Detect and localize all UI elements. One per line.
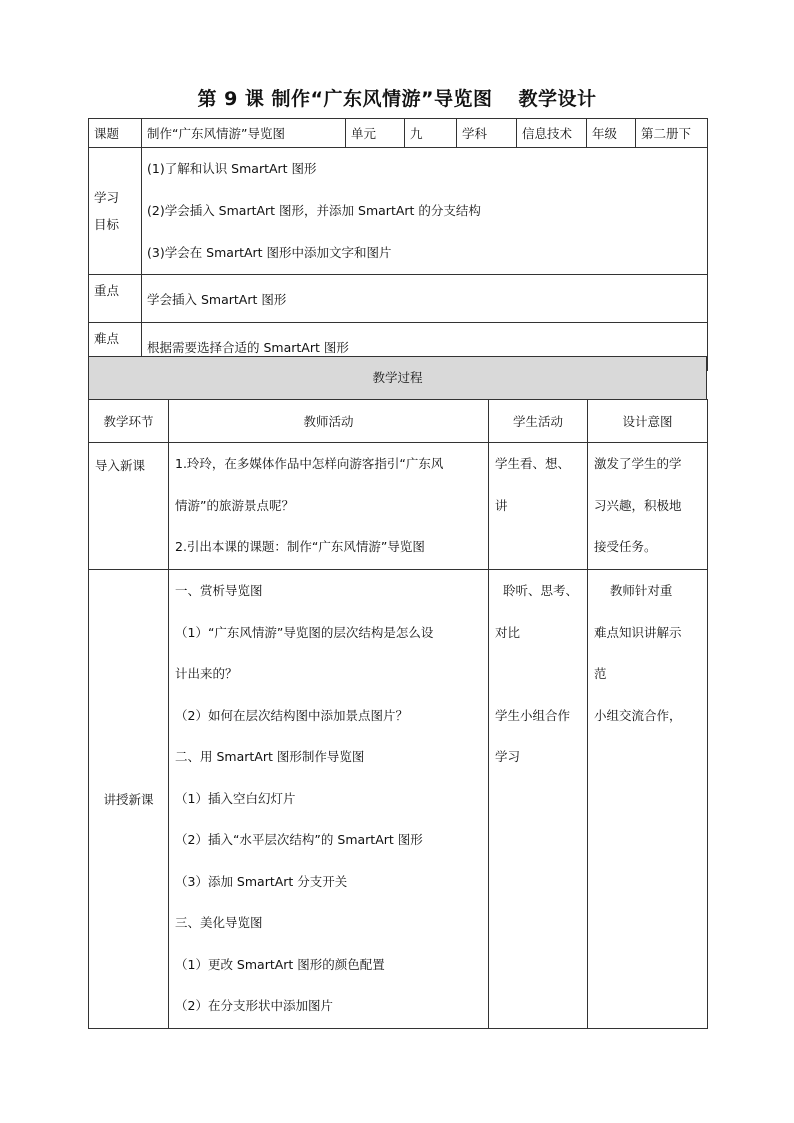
process-title: 教学过程 <box>88 356 707 400</box>
header-student: 学生活动 <box>489 400 588 443</box>
teacher-line: 2.引出本课的课题：制作“广东风情游”导览图 <box>175 539 425 554</box>
teacher-activity <box>169 443 489 570</box>
stage-row-intro <box>89 443 708 570</box>
header-stage: 教学环节 <box>89 400 169 443</box>
document-title <box>0 84 794 111</box>
student-spacer <box>495 653 581 695</box>
subject-value: 信息技术 <box>517 119 587 148</box>
goal-item: (2)学会插入 SmartArt 图形，并添加 SmartArt 的分支结构 <box>147 203 481 218</box>
unit-label: 单元 <box>346 119 405 148</box>
info-row <box>89 119 708 148</box>
teacher-line: （3）添加 SmartArt 分支开关 <box>175 873 348 889</box>
teacher-line: 计出来的？ <box>175 666 238 681</box>
teacher-line: （1）插入空白幻灯片 <box>175 790 296 806</box>
header-intent: 设计意图 <box>588 400 708 443</box>
teacher-line: 情游”的旅游景点呢？ <box>175 497 294 513</box>
topic-value: 制作“广东风情游”导览图 <box>142 119 346 148</box>
stage-row-new <box>89 570 708 1029</box>
topic-label: 课题 <box>89 119 142 148</box>
student-line: 聆听、思考、 <box>495 583 578 598</box>
difficulty-label: 难点 <box>89 323 142 371</box>
student-activity <box>489 570 588 1029</box>
teacher-line: （2）如何在层次结构图中添加景点图片？ <box>175 707 408 723</box>
teacher-line: 二、用 SmartArt 图形制作导览图 <box>175 749 365 764</box>
goals-label-line1: 学习 <box>94 190 120 205</box>
teacher-line: 三、美化导览图 <box>175 915 263 930</box>
intent-line: 难点知识讲解示 <box>594 624 682 640</box>
teacher-line: 一、赏析导览图 <box>175 583 263 598</box>
lesson-info-table <box>88 118 708 371</box>
key-point-value: 学会插入 SmartArt 图形 <box>142 275 708 323</box>
title-main: 第 9 课 制作“广东风情游”导览图 <box>197 88 493 110</box>
stage-name: 讲授新课 <box>89 570 169 1029</box>
design-intent <box>588 443 708 570</box>
student-line: 讲 <box>495 497 508 513</box>
process-table <box>88 399 708 1029</box>
intent-line: 接受任务。 <box>594 539 657 554</box>
intent-line: 激发了学生的学 <box>594 456 682 471</box>
goal-item: (3)学会在 SmartArt 图形中添加文字和图片 <box>147 245 392 260</box>
intent-line: 小组交流合作， <box>594 707 682 723</box>
grade-value: 第二册下 <box>636 119 708 148</box>
goals-label <box>89 148 142 275</box>
student-activity <box>489 443 588 570</box>
intent-line: 范 <box>594 666 607 681</box>
stage-name: 导入新课 <box>89 443 169 570</box>
goals-row <box>89 148 708 275</box>
teacher-line: 1.玲玲，在多媒体作品中怎样向游客指引“广东风 <box>175 456 444 471</box>
teacher-line: （2）插入“水平层次结构”的 SmartArt 图形 <box>175 832 423 847</box>
header-teacher: 教师活动 <box>169 400 489 443</box>
teacher-line: （1）“广东风情游”导览图的层次结构是怎么设 <box>175 624 434 640</box>
grade-label: 年级 <box>587 119 636 148</box>
subject-label: 学科 <box>457 119 517 148</box>
intent-line: 习兴趣，积极地 <box>594 497 682 513</box>
difficulty-value: 根据需要选择合适的 SmartArt 图形 <box>142 323 708 371</box>
teacher-line: （1）更改 SmartArt 图形的颜色配置 <box>175 956 385 972</box>
title-suffix: 教学设计 <box>518 88 597 110</box>
key-point-label: 重点 <box>89 275 142 323</box>
unit-value: 九 <box>405 119 457 148</box>
student-line: 学生小组合作 <box>495 707 571 723</box>
teacher-activity <box>169 570 489 1029</box>
key-point-row <box>89 275 708 323</box>
process-header-row <box>89 400 708 443</box>
student-line: 对比 <box>495 624 521 640</box>
student-line: 学生看、想、 <box>495 456 571 471</box>
goals-content <box>142 148 708 275</box>
teacher-line: （2）在分支形状中添加图片 <box>175 998 333 1013</box>
goal-item: (1)了解和认识 SmartArt 图形 <box>147 161 317 176</box>
design-intent <box>588 570 708 1029</box>
goals-label-line2: 目标 <box>94 217 120 232</box>
intent-line: 教师针对重 <box>594 583 673 598</box>
student-line: 学习 <box>495 749 521 764</box>
